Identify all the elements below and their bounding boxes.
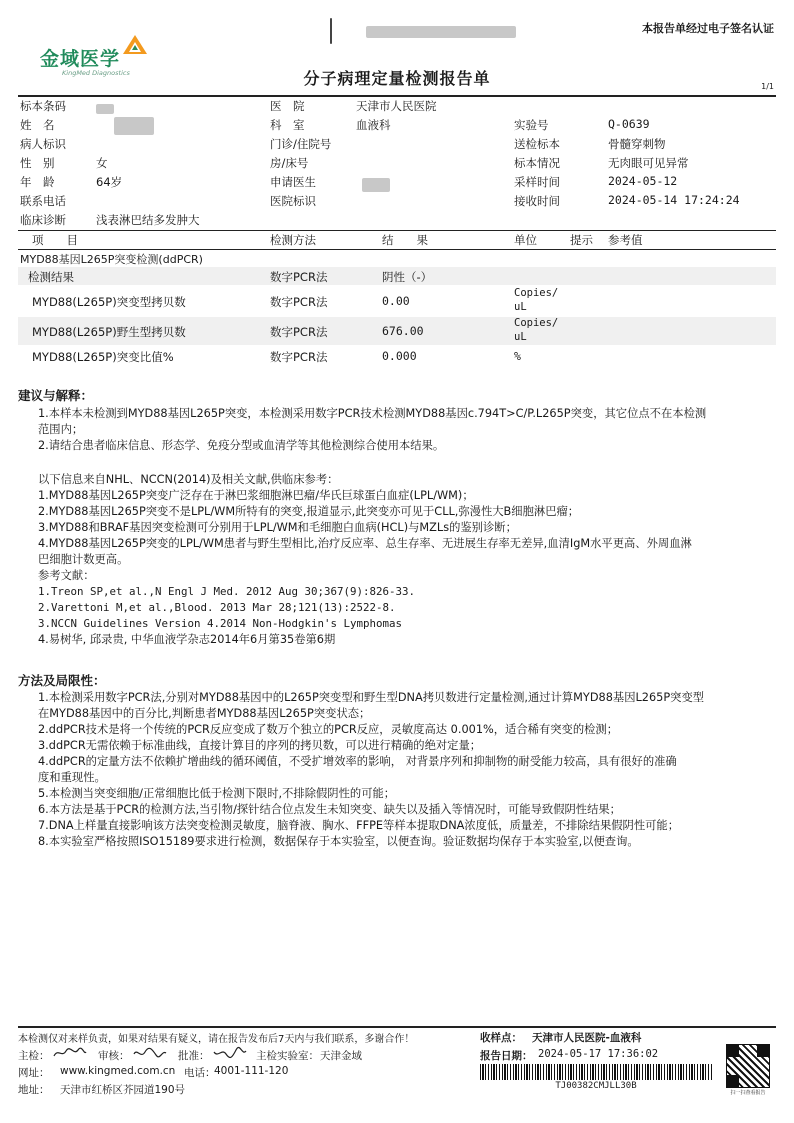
age-label: 年 龄 xyxy=(20,175,55,189)
advice-intro: 以下信息来自NHL、NCCN(2014)及相关文献,供临床参考： xyxy=(38,473,339,486)
sex-label: 性 别 xyxy=(20,156,55,170)
logo-mark-icon xyxy=(122,34,148,56)
method-5: 5.本检测当突变细胞/正常细胞比低于检测下限时,不排除假阴性的可能； xyxy=(38,787,396,800)
advice-i2: 2.MYD88基因L265P突变不是LPL/WM所特有的突变,报道显示,此突变亦可见于CLL,弥漫性大B细胞淋巴瘤； xyxy=(38,505,580,518)
row-result: 阴性（-） xyxy=(382,270,433,284)
table-row xyxy=(18,287,776,315)
lab-no-value: Q-0639 xyxy=(608,117,650,131)
table-group-title xyxy=(18,249,776,269)
reference-4: 4.易树华, 邱录贵, 中华血液学杂志2014年6月第35卷第6期 xyxy=(38,633,336,646)
row-result: 676.00 xyxy=(382,324,424,338)
col-ref: 参考值 xyxy=(608,233,643,247)
method-title: 方法及局限性： xyxy=(18,673,106,688)
receive-label: 接收时间 xyxy=(514,194,560,208)
method-4b: 度和重现性。 xyxy=(38,771,106,784)
condition-value: 无肉眼可见异常 xyxy=(608,156,689,170)
outpatient-label: 门诊/住院号 xyxy=(270,137,332,151)
table-row xyxy=(18,267,776,285)
web-label: 网址： xyxy=(18,1067,50,1079)
diagnosis-value: 浅表淋巴结多发肿大 xyxy=(96,213,200,227)
advice-title: 建议与解释： xyxy=(18,388,94,403)
advice-i3: 3.MYD88和BRAF基因突变检测可分别用于LPL/WM和毛细胞白血病(HCL)与MZLs的鉴别诊断； xyxy=(38,521,517,534)
row-unit-2: uL xyxy=(514,331,527,343)
checker-label: 主检： xyxy=(18,1050,50,1062)
checker-signature xyxy=(52,1046,88,1063)
age-value: 64岁 xyxy=(96,175,123,189)
diagnosis-label: 临床诊断 xyxy=(20,213,66,227)
logo-text: 金域医学 xyxy=(40,48,121,70)
advice-p1b: 范围内； xyxy=(38,423,84,436)
receiver-value: 天津市人民医院-血液科 xyxy=(532,1032,642,1044)
signature-icon xyxy=(212,1046,248,1060)
approver-signature xyxy=(212,1046,248,1063)
row-unit: Copies/ xyxy=(514,317,559,329)
report-date-label: 报告日期： xyxy=(480,1050,533,1062)
top-id-blur xyxy=(330,18,516,47)
method-6: 6.本方法是基于PCR的检测方法,当引物/探针结合位点发生未知突变、缺失以及插入等情况时，可能导致假阴性结果； xyxy=(38,803,621,816)
advice-i4b: 巴细胞计数更高。 xyxy=(38,553,129,566)
dept-label: 科 室 xyxy=(270,118,305,132)
phone-label: 电话： xyxy=(184,1067,216,1079)
reference-3: 3.NCCN Guidelines Version 4.2014 Non-Hodgkin's Lymphomas xyxy=(38,617,403,630)
patient-id-label: 病人标识 xyxy=(20,137,66,151)
advice-info xyxy=(38,472,776,648)
table-row xyxy=(18,317,776,345)
sample-value: 骨髓穿刺物 xyxy=(608,137,666,151)
collect-label: 采样时间 xyxy=(514,175,560,189)
row-method: 数字PCR法 xyxy=(270,270,328,284)
row-item: MYD88(L265P)突变型拷贝数 xyxy=(32,295,186,309)
lab-no-label: 实验号 xyxy=(514,118,549,132)
web-value[interactable]: www.kingmed.com.cn xyxy=(60,1065,176,1077)
name-label: 姓 名 xyxy=(20,118,55,132)
disclaimer: 本检测仅对来样负责，如果对结果有疑义，请在报告发布后7天内与我们联系，多谢合作！ xyxy=(18,1034,415,1045)
qr-code-icon xyxy=(726,1044,770,1088)
row-method: 数字PCR法 xyxy=(270,325,328,339)
addr-label: 地址： xyxy=(18,1084,50,1096)
row-result: 0.00 xyxy=(382,294,410,308)
sex-value: 女 xyxy=(96,156,108,170)
col-hint: 提示 xyxy=(570,233,593,247)
receive-value: 2024-05-14 17:24:24 xyxy=(608,193,740,207)
row-unit: Copies/ xyxy=(514,287,559,299)
advice-p2: 2.请结合患者临床信息、形态学、免疫分型或血清学等其他检测综合使用本结果。 xyxy=(38,439,445,452)
barcode-text: TJ00382CMJLL30B xyxy=(555,1081,637,1091)
addr-value: 天津市红桥区芥园道190号 xyxy=(60,1084,186,1096)
sample-label: 送检标本 xyxy=(514,137,560,151)
table-row xyxy=(18,347,776,367)
logo-subtext: KingMed Diagnostics xyxy=(62,69,130,77)
method-4a: 4.ddPCR的定量方法不依赖扩增曲线的循环阈值，不受扩增效率的影响， 对背景序列和抑制物的耐受能力较高，具有很好的准确 xyxy=(38,755,677,768)
doctor-label: 申请医生 xyxy=(270,175,316,189)
lab-label: 主检实验室： xyxy=(256,1050,319,1062)
reference-1: 1.Treon SP,et al.,N Engl J Med. 2012 Aug 30;367(9):826-33. xyxy=(38,585,416,598)
col-item: 项 目 xyxy=(32,233,78,247)
qr-caption: 扫一扫查看报告 xyxy=(730,1090,766,1096)
group-title: MYD88基因L265P突变检测(ddPCR) xyxy=(20,253,203,266)
dept-value: 血液科 xyxy=(356,118,391,132)
approver-label: 批准： xyxy=(178,1050,210,1062)
method-3: 3.ddPCR无需依赖于标准曲线，直接计算目的序列的拷贝数，可以进行精确的绝对定量； xyxy=(38,739,482,752)
advice-i4a: 4.MYD88基因L265P突变的LPL/WM患者与野生型相比,治疗反应率、总生存率、无进展生存率无差异,血清IgM水平更高、外周血淋 xyxy=(38,537,692,550)
method-7: 7.DNA上样量直接影响该方法突变检测灵敏度，脑脊液、胸水、FFPE等样本提取DNA浓度低，质量差，不排除结果假阴性可能； xyxy=(38,819,680,832)
row-method: 数字PCR法 xyxy=(270,350,328,364)
reference-title: 参考文献： xyxy=(38,569,95,582)
e-signature-notice: 本报告单经过电子签名认证 xyxy=(642,22,774,35)
row-item: MYD88(L265P)野生型拷贝数 xyxy=(32,325,186,339)
row-unit: % xyxy=(514,349,521,363)
advice-i1: 1.MYD88基因L265P突变广泛存在于淋巴浆细胞淋巴瘤/华氏巨球蛋白血症(LPL/WM)； xyxy=(38,489,474,502)
method-body xyxy=(38,690,776,850)
col-method: 检测方法 xyxy=(270,233,316,247)
signature-icon xyxy=(52,1046,88,1060)
hospital-label: 医 院 xyxy=(270,99,305,113)
report-title: 分子病理定量检测报告单 xyxy=(303,69,491,88)
reviewer-label: 审核： xyxy=(98,1050,130,1062)
table-header xyxy=(18,230,776,250)
method-2: 2.ddPCR技术是将一个传统的PCR反应变成了数万个独立的PCR反应，灵敏度高达 0.001%，适合稀有突变的检测； xyxy=(38,723,619,736)
bed-label: 房/床号 xyxy=(270,156,309,170)
method-8: 8.本实验室严格按照ISO15189要求进行检测，数据保存于本实验室，以便查询。验证数据均保存于本实验室,以便查询。 xyxy=(38,835,639,848)
reviewer-signature xyxy=(132,1046,168,1063)
collect-value: 2024-05-12 xyxy=(608,174,678,188)
phone-label: 联系电话 xyxy=(20,194,66,208)
row-unit-2: uL xyxy=(514,301,527,313)
method-1a: 1.本检测采用数字PCR法,分别对MYD88基因中的L265P突变型和野生型DNA拷贝数进行定量检测,通过计算MYD88基因L265P突变型 xyxy=(38,691,705,704)
row-result: 0.000 xyxy=(382,349,417,363)
page-number: 1/1 xyxy=(761,82,774,91)
hospital-id-label: 医院标识 xyxy=(270,194,316,208)
row-method: 数字PCR法 xyxy=(270,295,328,309)
barcode xyxy=(480,1064,712,1080)
condition-label: 标本情况 xyxy=(514,156,560,170)
advice-body xyxy=(38,406,776,454)
receiver-label: 收样点： xyxy=(480,1032,522,1044)
specimen-no-label: 标本条码 xyxy=(20,99,66,113)
col-result: 结 果 xyxy=(382,233,428,247)
row-item: 检测结果 xyxy=(28,270,74,284)
advice-p1a: 1.本样本未检测到MYD88基因L265P突变，本检测采用数字PCR技术检测MYD88基因c.794T>C/P.L265P突变，其它位点不在本检测 xyxy=(38,407,707,420)
col-unit: 单位 xyxy=(514,233,537,247)
report-date-value: 2024-05-17 17:36:02 xyxy=(538,1048,659,1060)
signature-icon xyxy=(132,1046,168,1060)
reference-2: 2.Varettoni M,et al.,Blood. 2013 Mar 28;121(13):2522-8. xyxy=(38,601,396,614)
row-item: MYD88(L265P)突变比值% xyxy=(32,350,174,364)
hospital-value: 天津市人民医院 xyxy=(356,99,437,113)
method-1b: 在MYD88基因中的百分比,判断患者MYD88基因L265P突变状态； xyxy=(38,707,371,720)
lab-value: 天津金域 xyxy=(320,1050,362,1062)
phone-value: 4001-111-120 xyxy=(214,1065,289,1077)
